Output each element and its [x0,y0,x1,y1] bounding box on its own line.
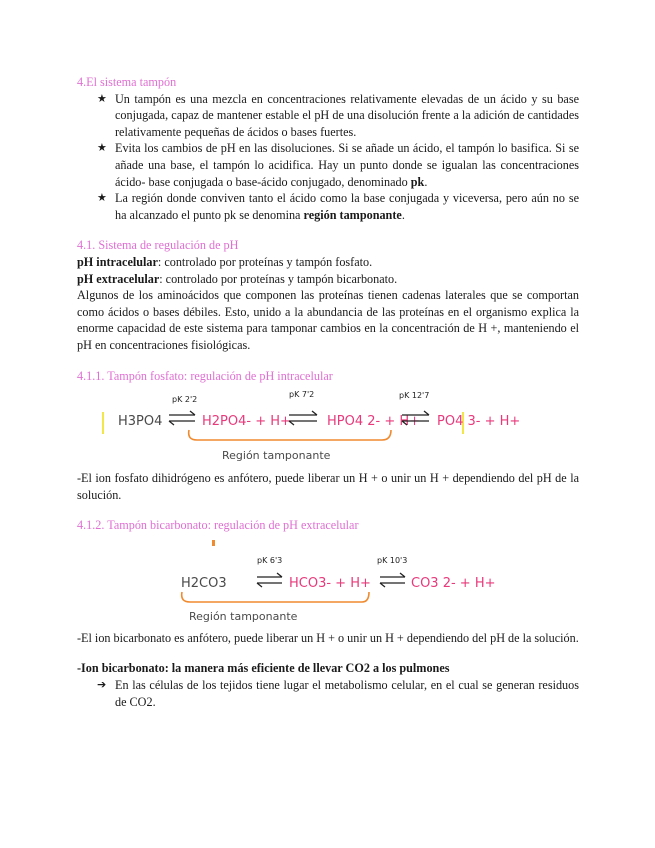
species-h2po4: H2PO4- + H+ [202,414,291,430]
intracellular-line: pH intracelular: controlado por proteínas y tampón fosfato. [77,254,373,269]
region-label: Región tamponante [222,449,331,463]
species-h2co3: H2CO3 [181,575,227,591]
section-heading-4-1-1: 4.1.1. Tampón fosfato: regulación de pH intracelular [77,368,333,383]
bicarbonate-caption: -El ion bicarbonato es anfótero, puede liberar un H + o unir un H + dependiendo del pH de la solución. [77,630,579,645]
region-brace [182,592,369,602]
pk-label: pK 10'3 [377,555,408,565]
pk-label: pK 12'7 [399,391,430,401]
section-heading-4-1-2: 4.1.2. Tampón bicarbonato: regulación de pH extracelular [77,518,359,533]
species-hpo4: HPO4 2- + H+ [327,414,421,430]
buffer-definition-list [77,91,579,224]
equilibrium-arrow [169,411,195,425]
document-content [77,74,579,710]
star-icon: ★ [97,141,107,155]
species-po4: PO4 3- + H+ [437,414,521,430]
species-hco3: HCO3- + H+ [289,575,371,591]
highlight-mark [212,540,215,546]
highlight-mark [102,412,104,434]
pk-label: pK 7'2 [289,390,315,400]
equilibrium-arrow [257,573,282,587]
section-heading-4: 4.El sistema tampón [77,75,177,89]
species-h3po4: H3PO4 [118,414,163,430]
list-item: ★ Un tampón es una mezcla en concentraciones relativamente elevadas de un ácido y su base conjugada, capaz de mantener estable el pH de una disolución frente a la adición de cantidades relativamente pequeñas de ácidos o bases fuertes. [97,91,579,139]
bicarbonate-equation-drawing [77,534,579,630]
phosphate-equation-figure [77,384,579,470]
bicarbonate-transport-list [77,677,579,710]
list-item: ➔ En las células de los tejidos tiene lugar el metabolismo celular, en el cual se generan residuos de CO2. [97,678,579,709]
equilibrium-arrow [380,573,405,587]
equilibrium-arrow [289,411,317,425]
arrow-right-icon: ➔ [97,678,107,692]
star-icon: ★ [97,91,107,105]
extracellular-line: pH extracelular: controlado por proteínas y tampón bicarbonato. [77,271,398,286]
protein-paragraph: Algunos de los aminoácidos que componen las proteínas tienen cadenas laterales que se comportan como ácidos o bases débiles. Esto, unido a la abundancia de las proteínas en el organismo explica la enorme capacidad de este sistema para tamponar cambios en la concentración de H +, manteniendo el pH en concentraciones fisiológicas. [77,288,579,352]
pk-label: pK 6'3 [257,555,283,565]
phosphate-caption: -El ion fosfato dihidrógeno es anfótero, puede liberar un H + o unir un H + dependiendo del pH de la solución. [77,471,579,502]
phosphate-equation-drawing [77,384,579,470]
section-heading-4-1: 4.1. Sistema de regulación de pH [77,238,239,253]
star-icon: ★ [97,191,107,205]
list-item: ★ Evita los cambios de pH en las disoluciones. Si se añade un ácido, el tampón lo basifica. Si se añade una base, el tampón lo acidifica. Hay un punto donde se igualan las concentraciones ácido- base conjugada o base-ácido conjugado, denominado pk. [97,141,579,189]
bicarbonate-equation-figure [77,534,579,630]
pk-label: pK 2'2 [172,395,198,405]
region-label: Región tamponante [189,609,298,623]
bicarbonate-transport-heading: -Ion bicarbonato: la manera más eficiente de llevar CO2 a los pulmones [77,661,450,676]
region-brace [189,430,391,440]
list-item: ★ La región donde conviven tanto el ácido como la base conjugada y viceversa, pero aún no se ha alcanzado el punto pk se denomina región tamponante. [97,191,579,222]
species-co3: CO3 2- + H+ [411,575,496,591]
